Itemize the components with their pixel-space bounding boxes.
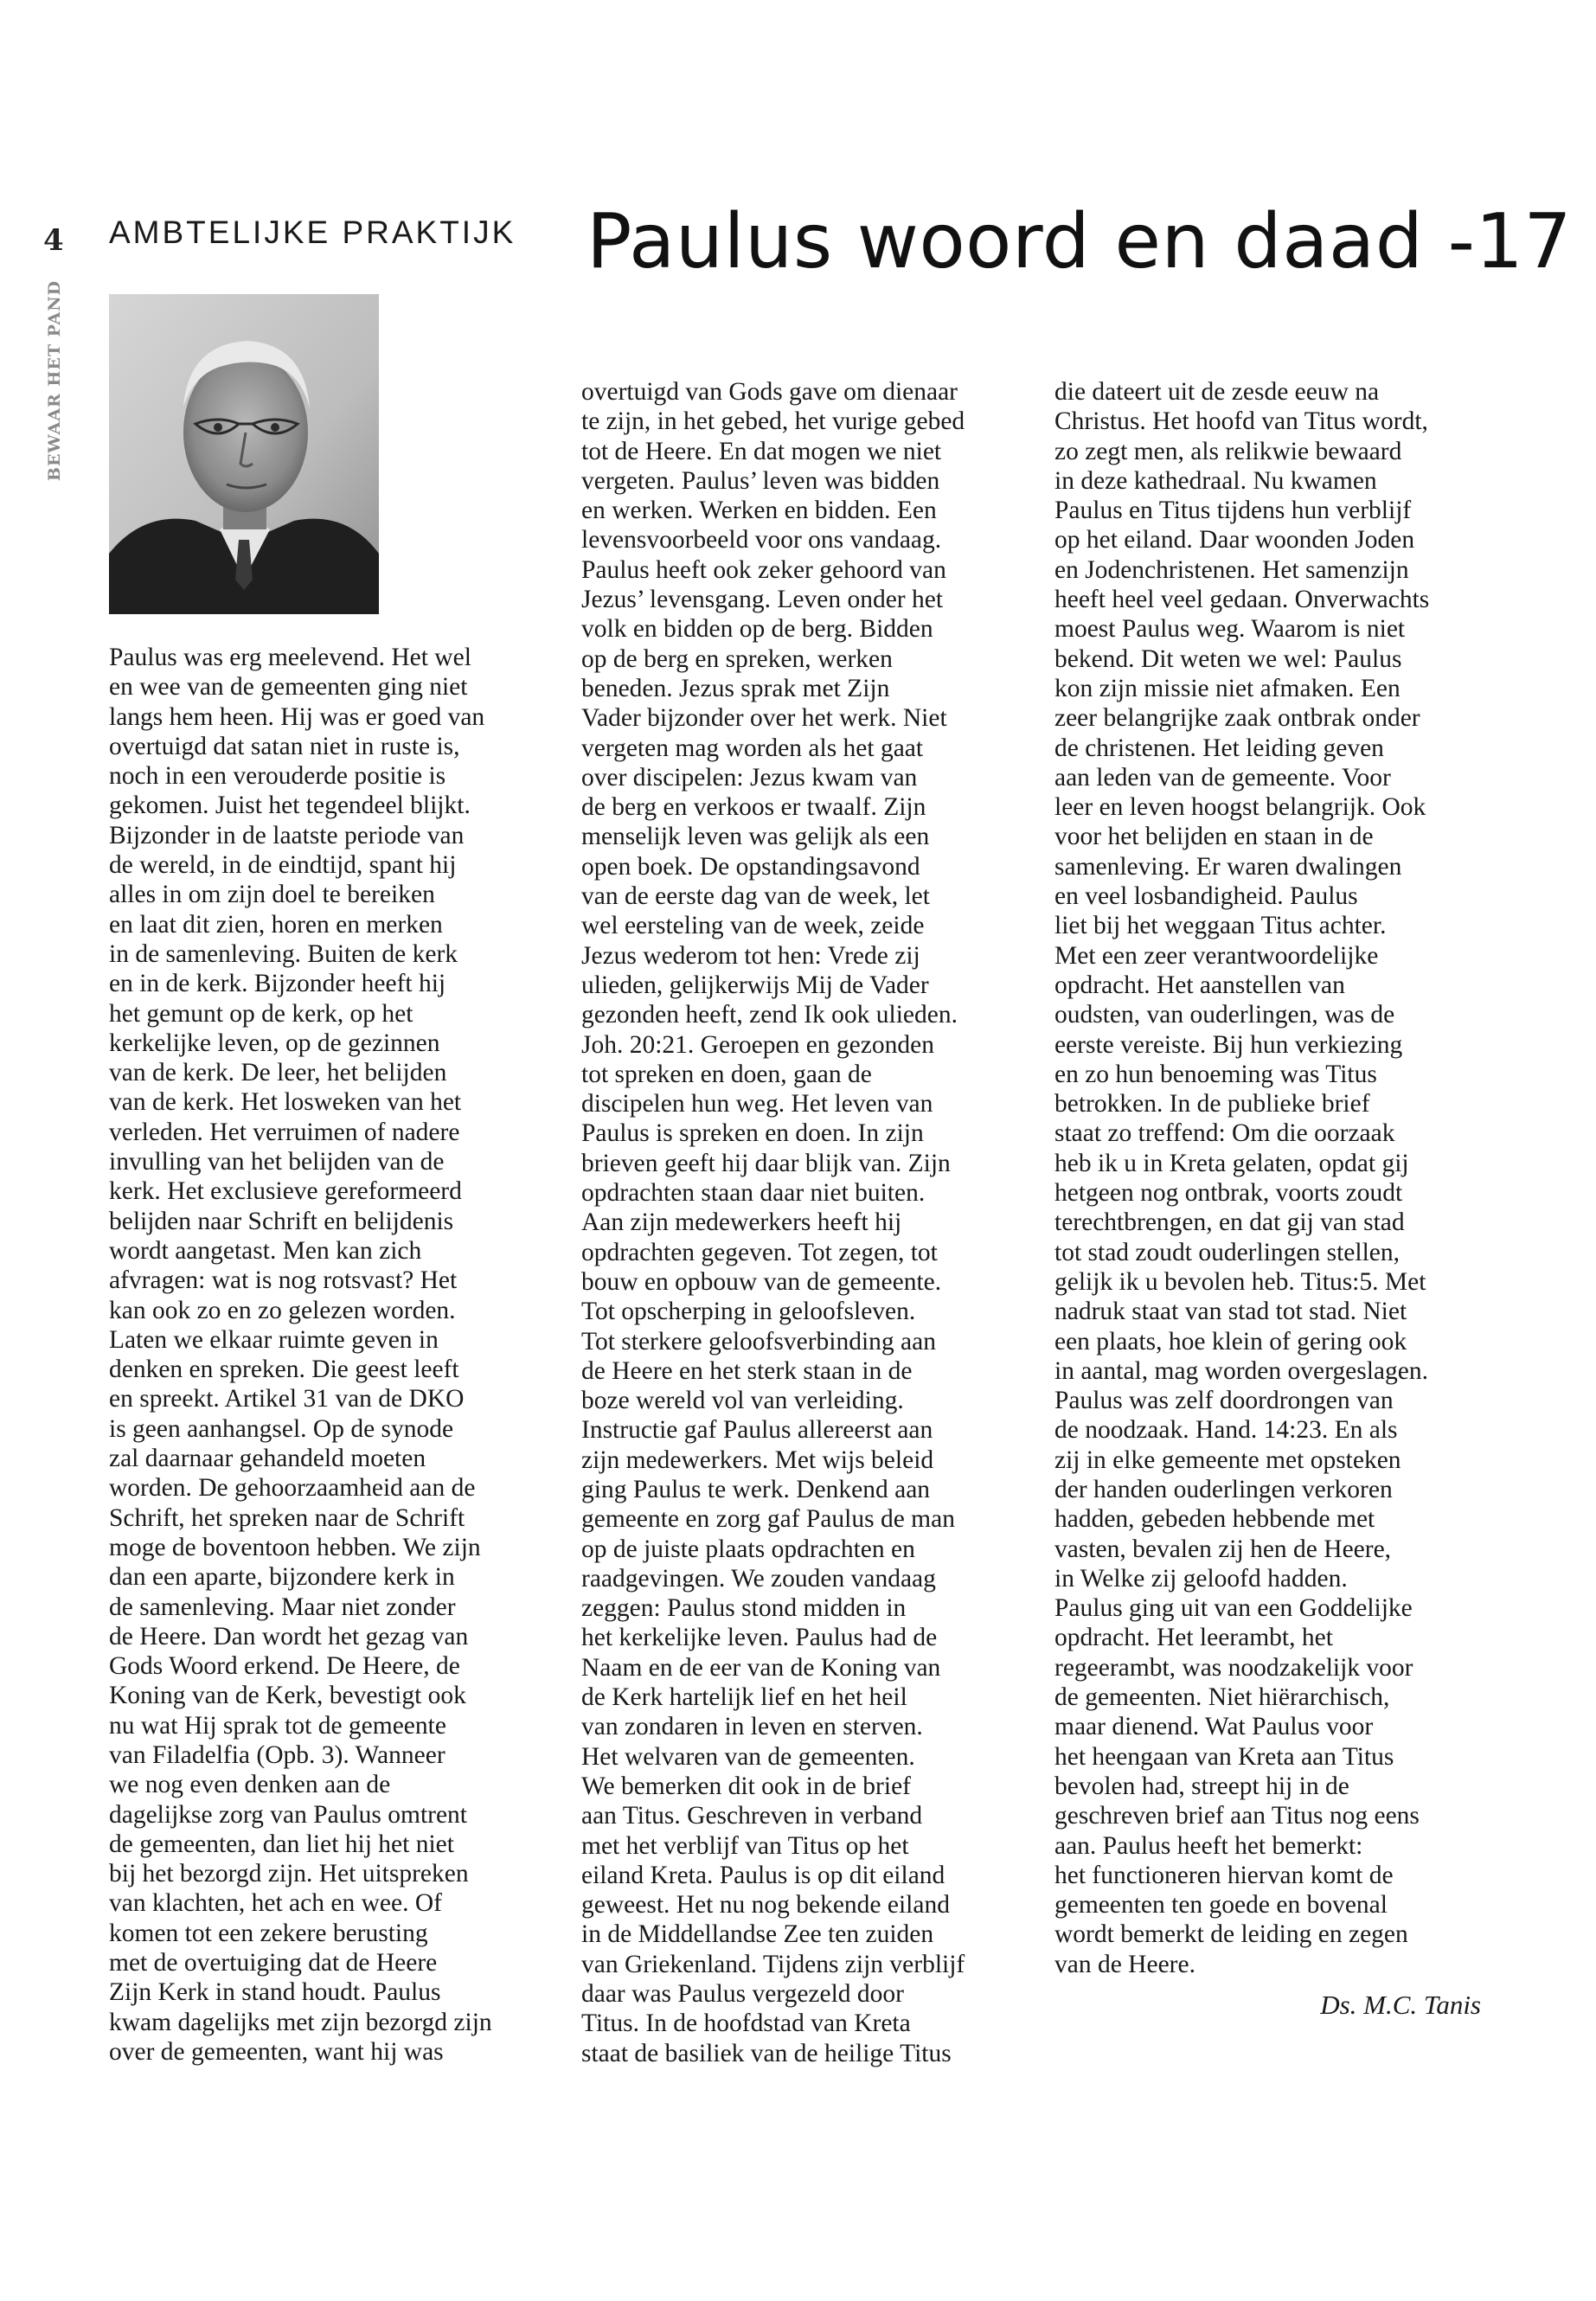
side-label-text: BEWAAR HET PAND — [45, 279, 65, 482]
author-portrait — [109, 294, 379, 614]
article-column-2 — [581, 377, 1031, 2068]
page-number: 4 — [43, 223, 64, 258]
column-3-text: die dateert uit de zesde eeuw na Christus. Het hoofd van Titus wordt, zo zegt men, als relikwie bewaard in deze kathedraal. Nu kwamen Paulus en Titus tijdens hun verblijf op het eiland. Daar woonden Joden en Jodenchristenen. Het samenzijn heeft heel veel gedaan. Onverwachts moest Paulus weg. Waarom is niet bekend. Dit weten we wel: Paulus kon zijn missie niet afmaken. Een zeer belangrijke zaak ontbrak onder de christenen. Het leiding geven aan leden van de gemeente. Voor leer en leven hoogst belangrijk. Ook voor het belijden en staan in de samenleving. Er waren dwalingen en veel losbandigheid. Paulus liet bij het weggaan Titus achter. Met een zeer verantwoordelijke opdracht. Het aanstellen van oudsten, van ouderlingen, was de eerste vereiste. Bij hun verkiezing en zo hun benoeming was Titus betrokken. In de publieke brief staat zo treffend: Om die oorzaak heb ik u in Kreta gelaten, opdat gij hetgeen nog ontbrak, voorts zoudt terechtbrengen, en dat gij van stad tot stad zoudt ouderlingen stellen, gelijk ik u bevolen heb. Titus:5. Met nadruk staat van stad tot stad. Niet een plaats, hoe klein of gering ook in aantal, mag worden overgeslagen. Paulus was zelf doordrongen van de noodzaak. Hand. 14:23. En als zij in elke gemeente met opsteken der handen ouderlingen verkoren hadden, gebeden hebbende met vasten, bevalen zij hen de Heere, in Welke zij geloofd hadden. Paulus ging uit van een Goddelijke opdracht. Het leerambt, het regeerambt, was noodzakelijk voor de gemeenten. Niet hiërarchisch, maar dienend. Wat Paulus voor het heengaan van Kreta aan Titus bevolen had, streept hij in de geschreven brief aan Titus nog eens aan. Paulus heeft het bemerkt: het functioneren hiervan komt de gemeenten ten goede en bovenal wordt bemerkt de leiding en zegen van de Heere. — [1054, 378, 1430, 1978]
article-column-3 — [1054, 377, 1504, 1979]
side-label — [42, 272, 67, 489]
author-signature: Ds. M.C. Tanis — [1320, 1990, 1481, 2020]
article-title: Paulus woord en daad -17 — [586, 197, 1573, 285]
section-label: AMBTELIJKE PRAKTIJK — [109, 215, 516, 250]
portrait-photo — [109, 294, 379, 614]
article-column-1 — [109, 643, 550, 2067]
column-1-text: Paulus was erg meelevend. Het wel en wee van de gemeenten ging niet langs hem heen. Hij was er goed van overtuigd dat satan niet in ruste is, noch in een verouderde positie is gekomen. Juist het tegendeel blijkt. Bijzonder in de laatste periode van de wereld, in de eindtijd, spant hij alles in om zijn doel te bereiken en laat dit zien, horen en merken in de samenleving. Buiten de kerk en in de kerk. Bijzonder heeft hij het gemunt op de kerk, op het kerkelijke leven, op de gezinnen van de kerk. De leer, het belijden van de kerk. Het losweken van het verleden. Het verruimen of nadere invulling van het belijden van de kerk. Het exclusieve gereformeerd belijden naar Schrift en belijdenis wordt aangetast. Men kan zich afvragen: wat is nog rotsvast? Het kan ook zo en zo gelezen worden. Laten we elkaar ruimte geven in denken en spreken. Die geest leeft en spreekt. Artikel 31 van de DKO is geen aanhangsel. Op de synode zal daarnaar gehandeld moeten worden. De gehoorzaamheid aan de Schrift, het spreken naar de Schrift moge de boventoon hebben. We zijn dan een aparte, bijzondere kerk in de samenleving. Maar niet zonder de Heere. Dan wordt het gezag van Gods Woord erkend. De Heere, de Koning van de Kerk, bevestigt ook nu wat Hij sprak tot de gemeente van Filadelfia (Opb. 3). Wanneer we nog even denken aan de dagelijkse zorg van Paulus omtrent de gemeenten, dan liet hij het niet bij het bezorgd zijn. Het uitspreken van klachten, het ach en wee. Of komen tot een zekere berusting met de overtuiging dat de Heere Zijn Kerk in stand houdt. Paulus kwam dagelijks met zijn bezorgd zijn over de gemeenten, want hij was — [109, 644, 492, 2066]
column-2-text: overtuigd van Gods gave om dienaar te zijn, in het gebed, het vurige gebed tot de Heere. En dat mogen we niet vergeten. Paulus’ leven was bidden en werken. Werken en bidden. Een levensvoorbeeld voor ons vandaag. Paulus heeft ook zeker gehoord van Jezus’ levensgang. Leven onder het volk en bidden op de berg. Bidden op de berg en spreken, werken beneden. Jezus sprak met Zijn Vader bijzonder over het werk. Niet vergeten mag worden als het gaat over discipelen: Jezus kwam van de berg en verkoos er twaalf. Zijn menselijk leven was gelijk als een open boek. De opstandingsavond van de eerste dag van de week, let wel eersteling van de week, zeide Jezus wederom tot hen: Vrede zij ulieden, gelijkerwijs Mij de Vader gezonden heeft, zend Ik ook ulieden. Joh. 20:21. Geroepen en gezonden tot spreken en doen, gaan de discipelen hun weg. Het leven van Paulus is spreken en doen. In zijn brieven geeft hij daar blijk van. Zijn opdrachten staan daar niet buiten. Aan zijn medewerkers heeft hij opdrachten gegeven. Tot zegen, tot bouw en opbouw van de gemeente. Tot opscherping in geloofsleven. Tot sterkere geloofsverbinding aan de Heere en het sterk staan in de boze wereld vol van verleiding. Instructie gaf Paulus allereerst aan zijn medewerkers. Met wijs beleid ging Paulus te werk. Denkend aan gemeente en zorg gaf Paulus de man op de juiste plaats opdrachten en raadgevingen. We zouden vandaag zeggen: Paulus stond midden in het kerkelijke leven. Paulus had de Naam en de eer van de Koning van de Kerk hartelijk lief en het heil van zondaren in leven en sterven. Het welvaren van de gemeenten. We bemerken dit ook in de brief aan Titus. Geschreven in verband met het verblijf van Titus op het eiland Kreta. Paulus is op dit eiland geweest. Het nu nog bekende eiland in de Middellandse Zee ten zuiden van Griekenland. Tijdens zijn verblijf daar was Paulus vergezeld door Titus. In de hoofdstad van Kreta staat de basiliek van de heilige Titus — [581, 378, 965, 2067]
